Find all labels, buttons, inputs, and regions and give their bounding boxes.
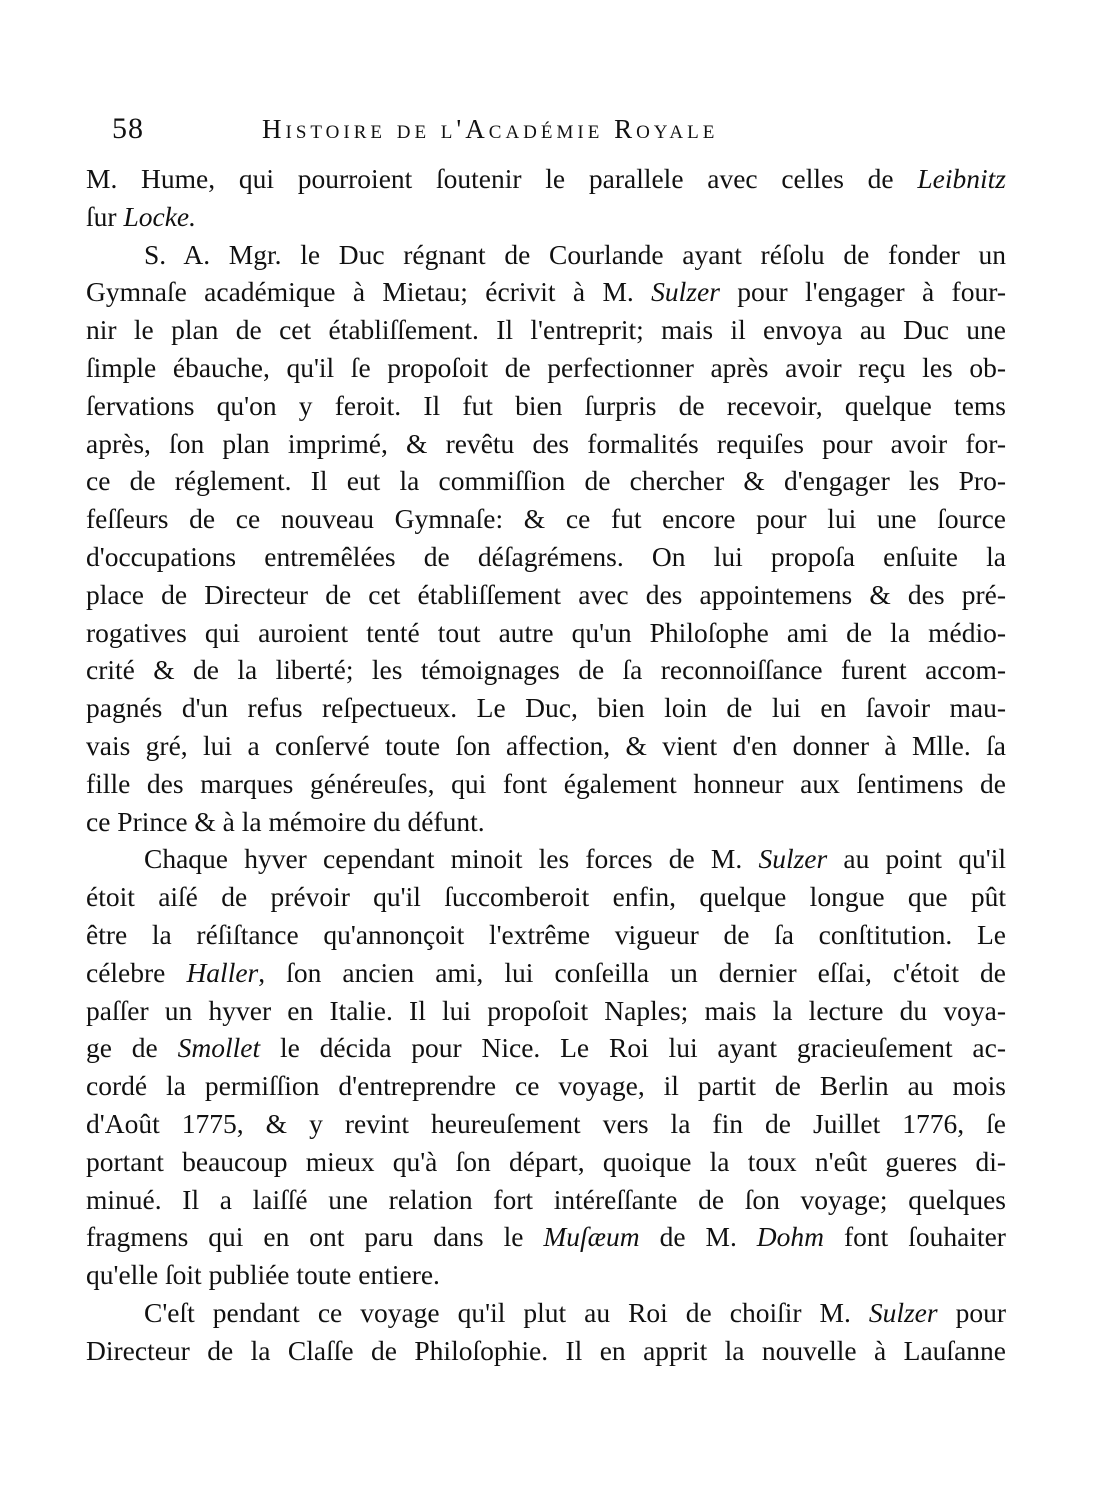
page-header [112, 112, 992, 152]
text-line: portant beaucoup mieux qu'à ſon départ, quoique la toux n'eût gueres di- [86, 1145, 1006, 1177]
text-line: place de Directeur de cet établiſſement avec des appointemens & des pré- [86, 578, 1006, 610]
text-line: ce de réglement. Il eut la commiſſion de chercher & d'engager les Pro- [86, 465, 1006, 497]
text-line: nir le plan de cet établiſſement. Il l'entreprit; mais il envoya au Duc une [86, 314, 1006, 346]
text-line: Directeur de la Claſſe de Philoſophie. Il en apprit la nouvelle à Lauſanne [86, 1334, 1006, 1366]
paragraph-start-line: S. A. Mgr. le Duc régnant de Courlande ayant réſolu de fonder un [144, 238, 1006, 270]
text-line: cordé la permiſſion d'entreprendre ce voyage, il partit de Berlin au mois [86, 1070, 1006, 1102]
text-line: d'Août 1775, & y revint heureuſement vers la fin de Juillet 1776, ſe [86, 1107, 1006, 1139]
text-line: minué. Il a laiſſé une relation fort intéreſſante de ſon voyage; quelques [86, 1183, 1006, 1215]
text-line: qu'elle ſoit publiée toute entiere. [86, 1259, 440, 1291]
paragraph-start-line: C'eſt pendant ce voyage qu'il plut au Roi de choiſir M. Sulzer pour [144, 1296, 1006, 1328]
text-line: feſſeurs de ce nouveau Gymnaſe: & ce fut encore pour lui une ſource [86, 503, 1006, 535]
page-number: 58 [112, 112, 144, 145]
text-line: ge de Smollet le décida pour Nice. Le Roi lui ayant gracieuſement ac- [86, 1032, 1006, 1064]
text-line: ſimple ébauche, qu'il ſe propoſoit de perfectionner après avoir reçu les ob- [86, 351, 1006, 383]
text-line: fragmens qui en ont paru dans le Muſæum de M. Dohm font ſouhaiter [86, 1221, 1006, 1253]
text-line: paſſer un hyver en Italie. Il lui propoſoit Naples; mais la lecture du voya- [86, 994, 1006, 1026]
running-head: Histoire de l'Académie Royale [262, 114, 719, 144]
text-line: pagnés d'un refus reſpectueux. Le Duc, bien loin de lui en ſavoir mau- [86, 692, 1006, 724]
text-line: crité & de la liberté; les témoignages de ſa reconnoiſſance furent accom- [86, 654, 1006, 686]
paragraph-start-line: Chaque hyver cependant minoit les forces de M. Sulzer au point qu'il [144, 843, 1006, 875]
text-line: d'occupations entremêlées de déſagrémens. On lui propoſa enſuite la [86, 540, 1006, 572]
text-line: vais gré, lui a conſervé toute ſon affection, & vient d'en donner à Mlle. ſa [86, 729, 1006, 761]
text-line: étoit aiſé de prévoir qu'il ſuccomberoit enfin, quelque longue que pût [86, 881, 1006, 913]
text-line: fille des marques généreuſes, qui font également honneur aux ſentimens de [86, 767, 1006, 799]
text-line: ſervations qu'on y feroit. Il fut bien ſurpris de recevoir, quelque tems [86, 389, 1006, 421]
text-line: célebre Haller, ſon ancien ami, lui conſeilla un dernier eſſai, c'étoit de [86, 956, 1006, 988]
text-line: rogatives qui auroient tenté tout autre qu'un Philoſophe ami de la médio- [86, 616, 1006, 648]
text-line: être la réſiſtance qu'annonçoit l'extrême vigueur de ſa conſtitution. Le [86, 918, 1006, 950]
body-text [86, 160, 1006, 1370]
text-line: après, ſon plan imprimé, & revêtu des formalités requiſes pour avoir for- [86, 427, 1006, 459]
text-line: ſur Locke. [86, 200, 196, 232]
text-line: ce Prince & à la mémoire du défunt. [86, 805, 485, 837]
text-line: M. Hume, qui pourroient ſoutenir le parallele avec celles de Leibnitz [86, 163, 1006, 194]
text-line: Gymnaſe académique à Mietau; écrivit à M. Sulzer pour l'engager à four- [86, 276, 1006, 308]
